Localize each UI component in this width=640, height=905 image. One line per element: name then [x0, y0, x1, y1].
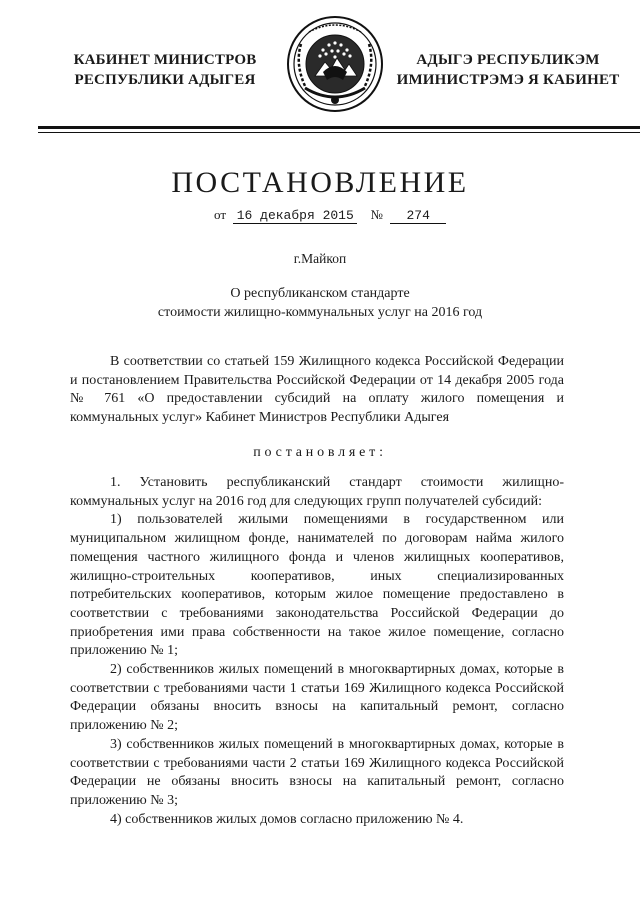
document-date-number: [214, 207, 446, 224]
preamble: [70, 353, 564, 428]
issuer-line-2: РЕСПУБЛИКИ АДЫГЕЯ: [74, 72, 256, 88]
document-title: ПОСТАНОВЛЕНИЕ: [171, 166, 469, 199]
coat-of-arms-icon: [285, 14, 385, 114]
issuer-name-adyghe: [390, 50, 626, 90]
item-1-2: 2) собственников жилых помещений в многоквартирных домах, которые в соответствии с требованиями части 1 статьи 169 Жилищного кодекса Российской Федерации обязаны вносить взносы на капитальный ремонт, согласно приложению № 2;: [70, 662, 564, 734]
issuer-line-2-adyghe: ИМИНИСТРЭМЭ Я КАБИНЕТ: [396, 72, 620, 88]
issuer-line-1: КАБИНЕТ МИНИСТРОВ: [73, 52, 257, 68]
item-1: 1. Установить республиканский стандарт стоимости жилищно-коммунальных услуг на 2016 год для следующих групп получателей субсидий:: [70, 475, 564, 509]
item-1-3: 3) собственников жилых помещений в многоквартирных домах, которые в соответствии с требованиями части 2 статьи 169 Жилищного кодекса Российской Федерации не обязаны вносить взносы на капитальный ремонт, согласно приложению № 3;: [70, 736, 564, 808]
document-date: 16 декабря 2015: [233, 208, 357, 224]
issuer-name-russian: [72, 50, 258, 90]
subject-line-2: стоимости жилищно-коммунальных услуг на 2016 год: [157, 305, 483, 320]
resolution-items: [70, 474, 564, 829]
document-number: 274: [390, 208, 446, 224]
header-divider-thin: [38, 132, 640, 133]
date-label: от: [214, 207, 227, 222]
item-1-1: 1) пользователей жилыми помещениями в государственном или муниципальном жилищном фонде, нанимателей по договорам найма жилого помещения частного жилищного фонда и членов жилищных кооперативов, жилищно-строительных кооперативов, иных специализированных потребительских кооперативов, которым жилое помещение предоставлено в соответствии с требованиями законодательства Российской Федерации до приобретения ими права собственности на такое жилое помещение, согласно приложению № 1;: [70, 512, 564, 659]
number-label: №: [370, 207, 383, 222]
preamble-paragraph: В соответствии со статьей 159 Жилищного кодекса Российской Федерации и постановлением Правительства Российской Федерации от 14 декабря 2005 года № 761 «О предоставлении субсидий на оплату жилого помещения и коммунальных услуг» Кабинет Министров Республики Адыгея: [70, 354, 564, 426]
document-subject: [0, 284, 640, 322]
issuer-line-1-adyghe: АДЫГЭ РЕСПУБЛИКЭМ: [416, 52, 600, 68]
resolves-word: постановляет:: [253, 445, 387, 460]
document-city: г.Майкоп: [293, 251, 347, 266]
header-divider-thick: [38, 126, 640, 129]
subject-line-1: О республиканском стандарте: [230, 286, 410, 301]
item-1-4: 4) собственников жилых домов согласно приложению № 4.: [110, 811, 464, 827]
